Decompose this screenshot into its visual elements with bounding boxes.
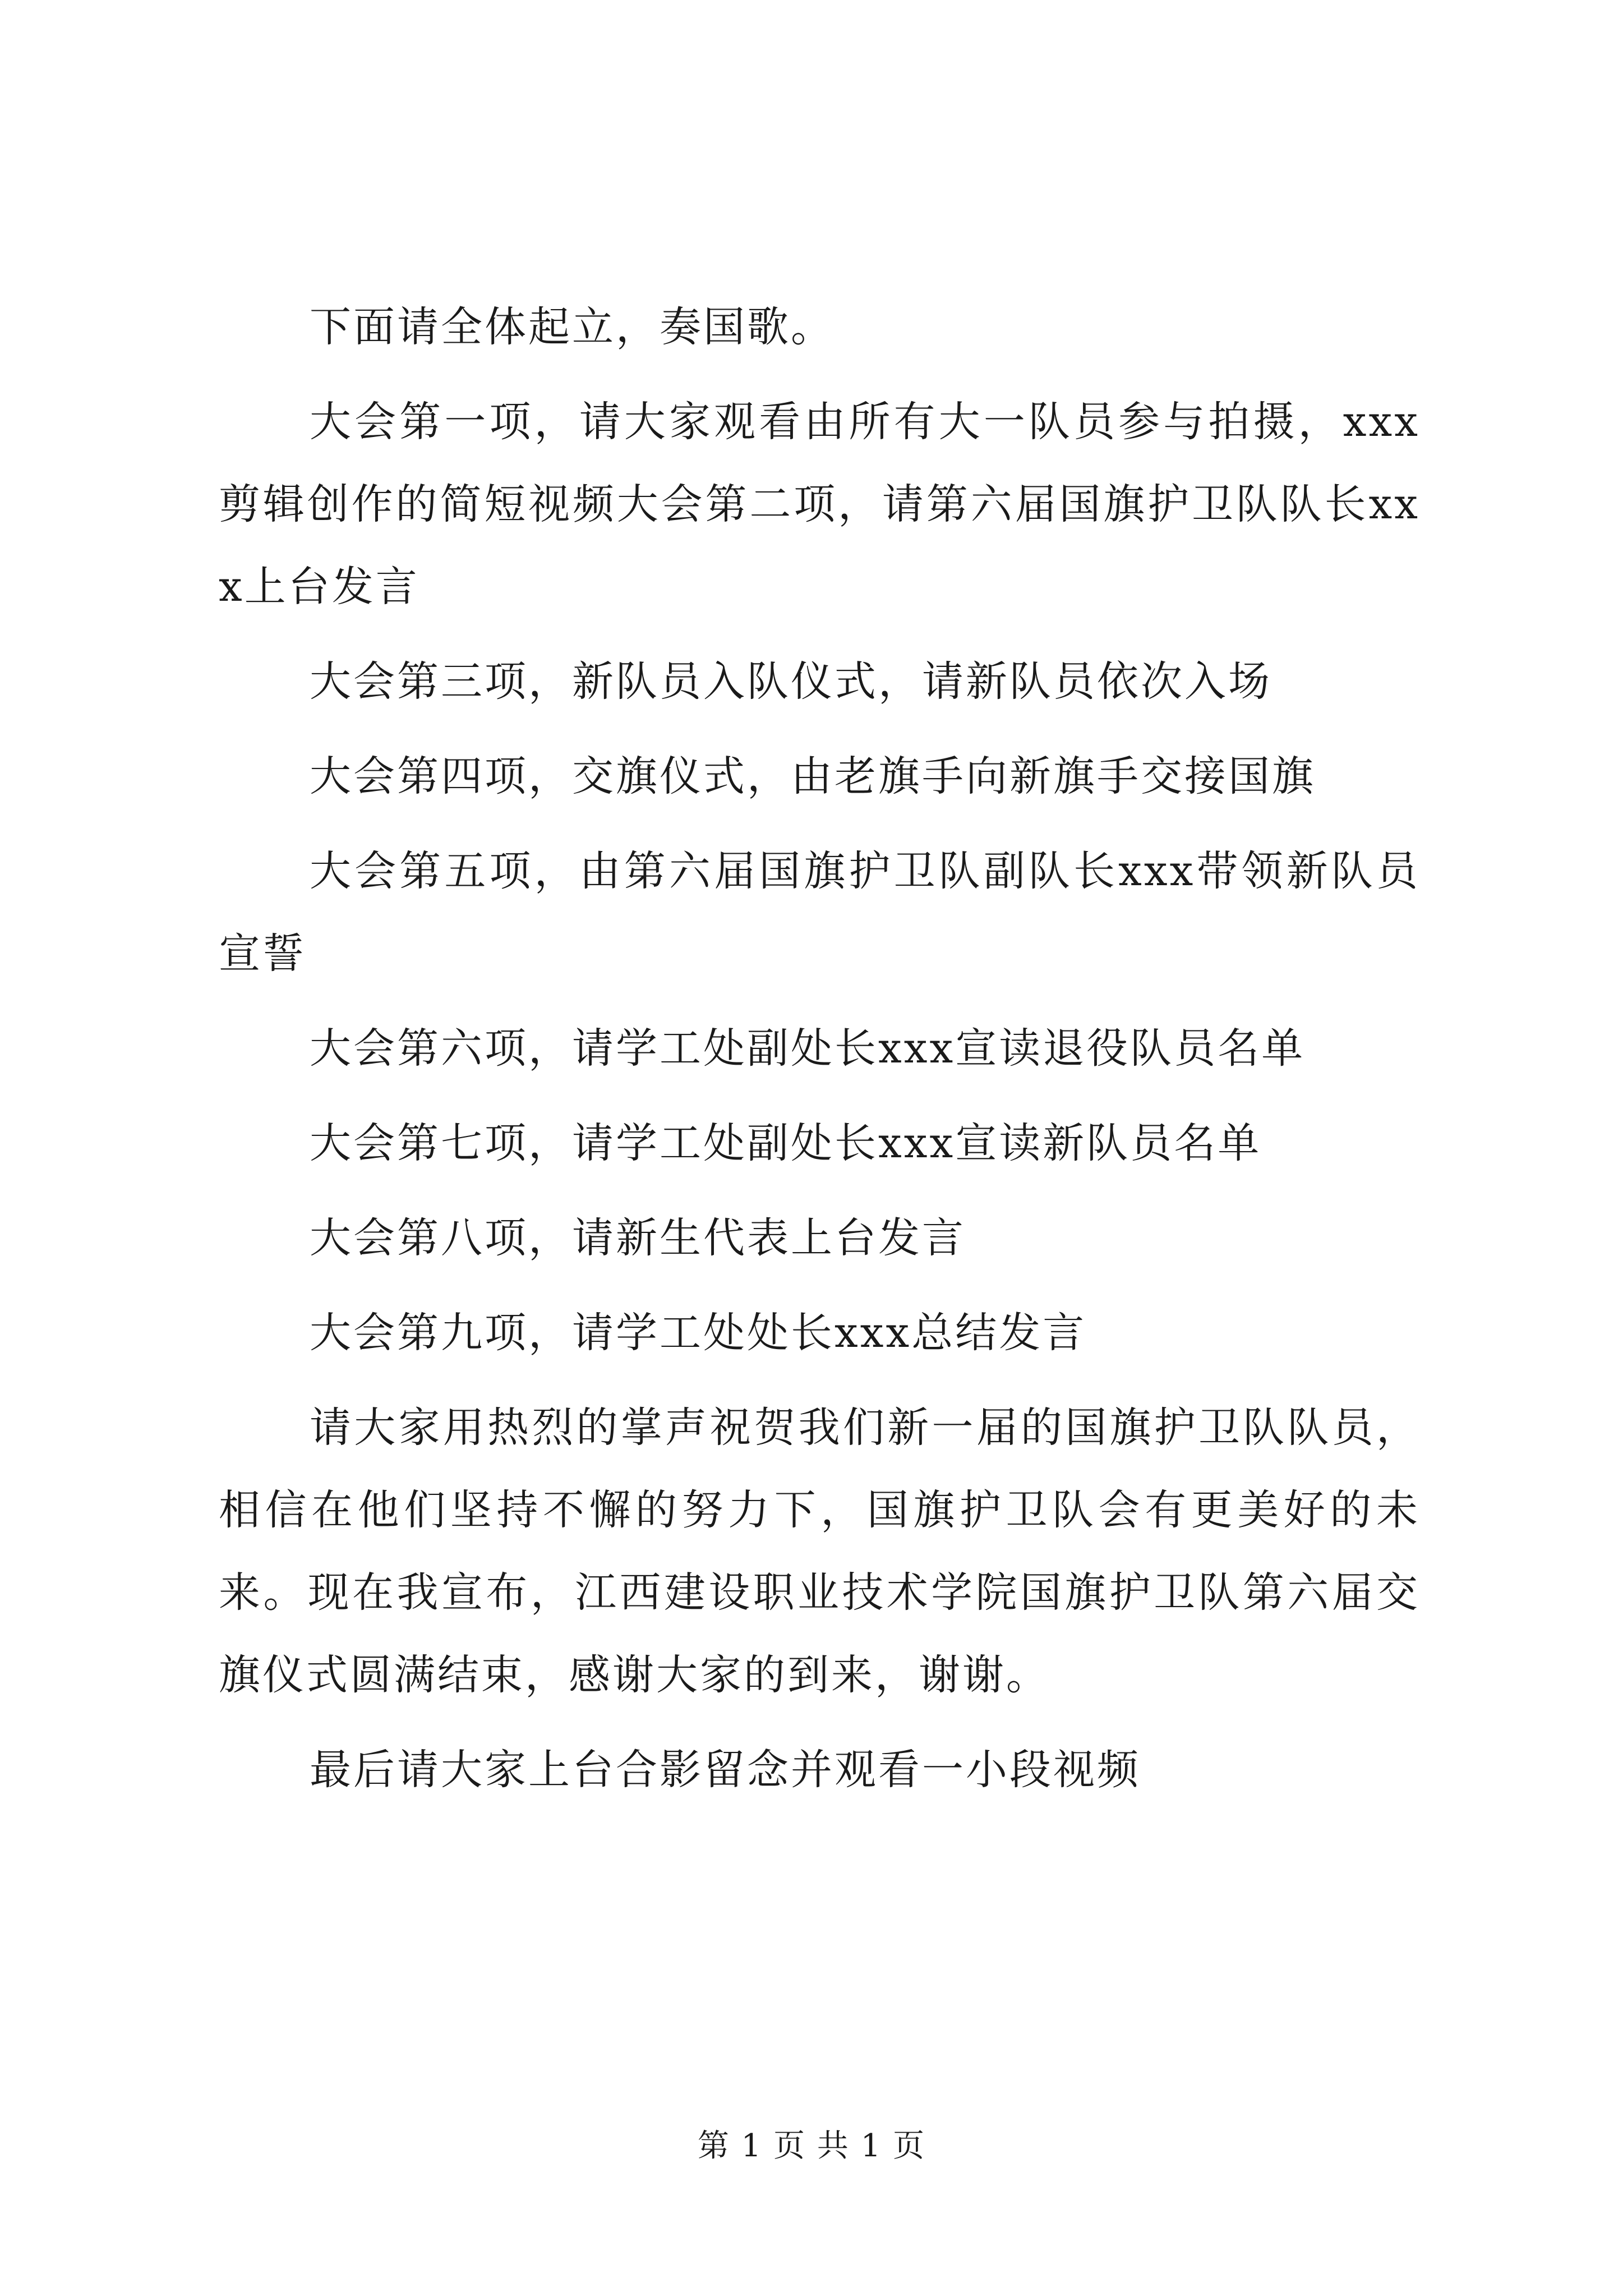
paragraph-stand-anthem: 下面请全体起立，奏国歌。: [310, 303, 834, 351]
paragraph-final: 最后请大家上台合影留念并观看一小段视频: [310, 1746, 1141, 1794]
page-footer: 第 1 页 共 1 页: [697, 2128, 926, 2164]
paragraph-closing: 请大家用热烈的掌声祝贺我们新一届的国旗护卫队队员，相信在他们坚持不懈的努力下，国旗护卫队会有更美好的未来。现在我宣布，江西建设职业技术学院国旗护卫队第六届交旗仪式圆满结束，感谢大家的到来，谢谢。: [219, 1404, 1420, 1699]
paragraph-item-9: 大会第九项，请学工处处长xxx总结发言: [310, 1309, 1087, 1357]
paragraph-item-7: 大会第七项，请学工处副处长xxx宣读新队员名单: [310, 1119, 1262, 1167]
paragraph-item-4: 大会第四项，交旗仪式，由老旗手向新旗手交接国旗: [310, 752, 1316, 800]
paragraph-item-3: 大会第三项，新队员入队仪式，请新队员依次入场: [310, 657, 1272, 706]
paragraph-item-6: 大会第六项，请学工处副处长xxx宣读退役队员名单: [310, 1024, 1306, 1073]
paragraph-item-1-2: 大会第一项，请大家观看由所有大一队员参与拍摄，xxx剪辑创作的简短视频大会第二项，请第六届国旗护卫队队长xxx上台发言: [219, 398, 1420, 611]
paragraph-item-8: 大会第八项，请新生代表上台发言: [310, 1214, 966, 1262]
paragraph-item-5: 大会第五项，由第六届国旗护卫队副队长xxx带领新队员宣誓: [219, 847, 1420, 978]
document-body: [219, 286, 1420, 1824]
